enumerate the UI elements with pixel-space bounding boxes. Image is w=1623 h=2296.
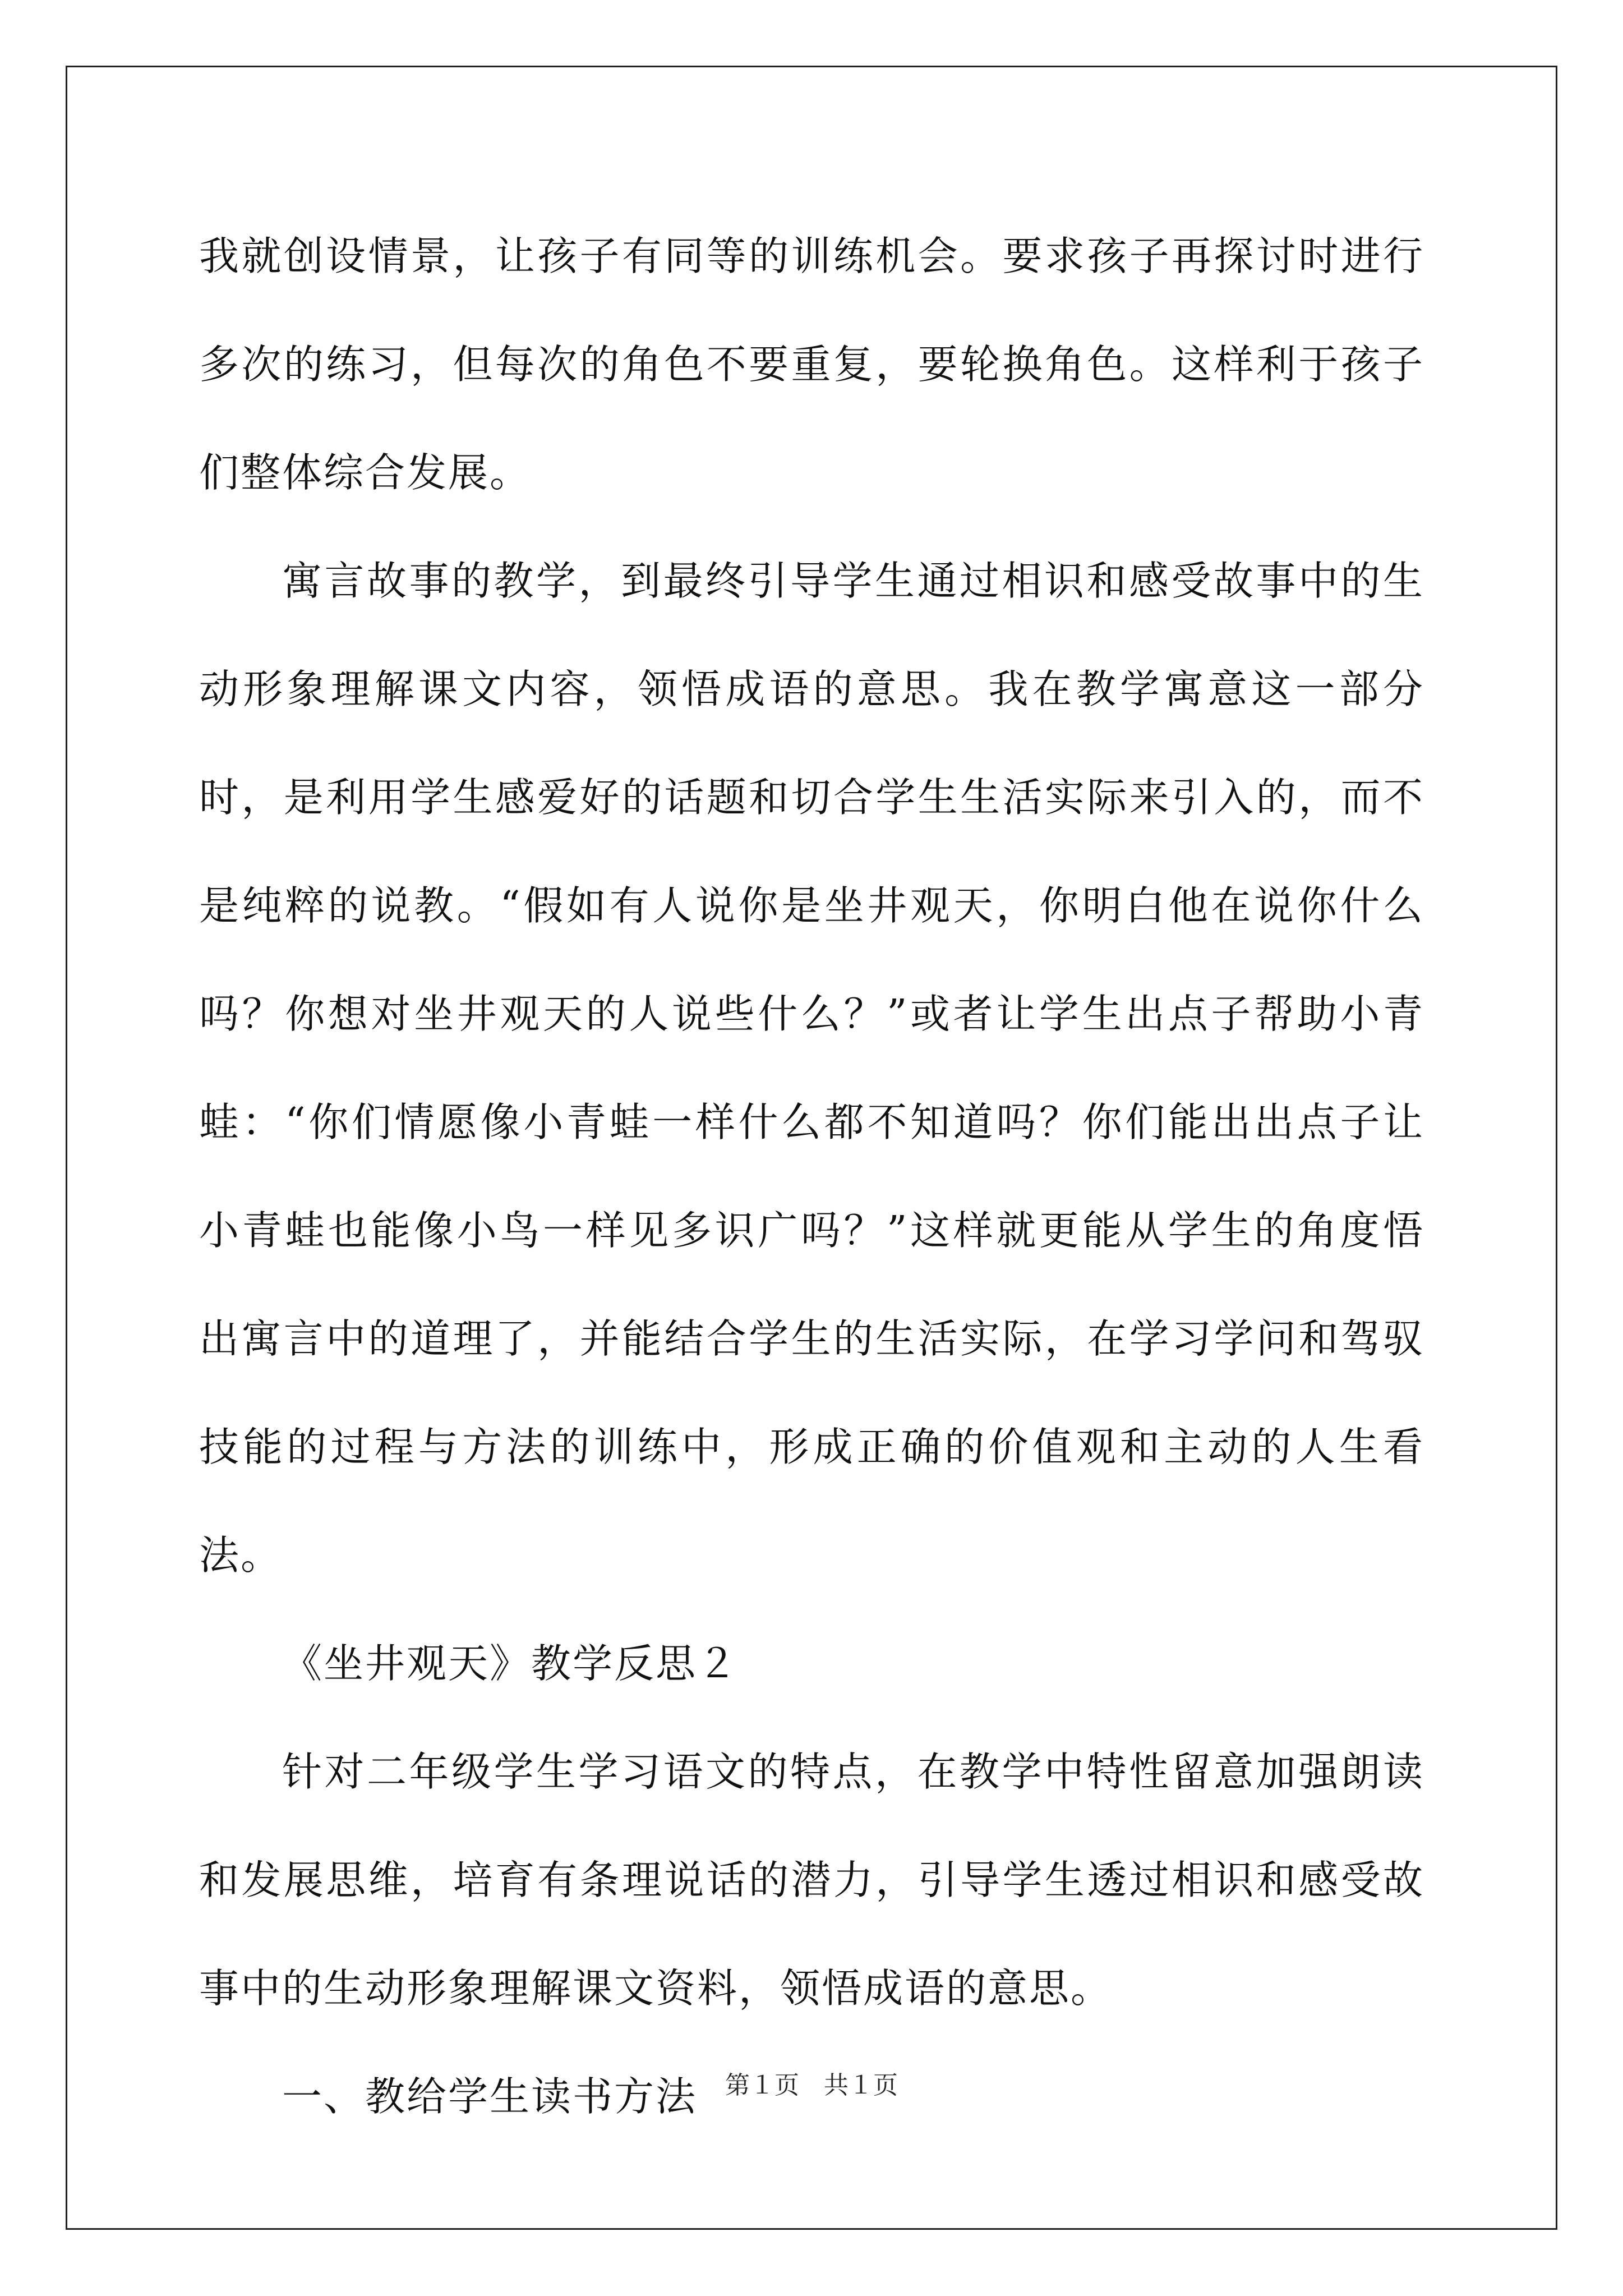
page-footer: 第１页 共１页: [725, 2071, 898, 2100]
paragraph: 我就创设情景，让孩子有同等的训练机会。要求孩子再探讨时进行多次的练习，但每次的角色不要重复，要轮换角色。这样利于孩子们整体综合发展。: [199, 233, 1424, 496]
document-body: [199, 202, 1424, 2151]
subsection-heading: 一、教给学生读书方法: [282, 2073, 698, 2120]
section-heading: 《坐井观天》教学反思２: [282, 1640, 739, 1687]
paragraph: 针对二年级学生学习语文的特点，在教学中特性留意加强朗读和发展思维，培育有条理说话的潜力，引导学生透过相识和感受故事中的生动形象理解课文资料，领悟成语的意思。: [199, 1749, 1424, 2012]
paragraph: 寓言故事的教学，到最终引导学生通过相识和感受故事中的生动形象理解课文内容，领悟成语的意思。我在教学寓意这一部分时，是利用学生感爱好的话题和切合学生生活实际来引入的，而不是纯粹的说教。“假如有人说你是坐井观天，你明白他在说你什么吗？你想对坐井观天的人说些什么？”或者让学生出点子帮助小青蛙：“你们情愿像小青蛙一样什么都不知道吗？你们能出出点子让小青蛙也能像小鸟一样见多识广吗？”这样就更能从学生的角度悟出寓言中的道理了，并能结合学生的生活实际，在学习学问和驾驭技能的过程与方法的训练中，形成正确的价值观和主动的人生看法。: [199, 558, 1424, 1579]
